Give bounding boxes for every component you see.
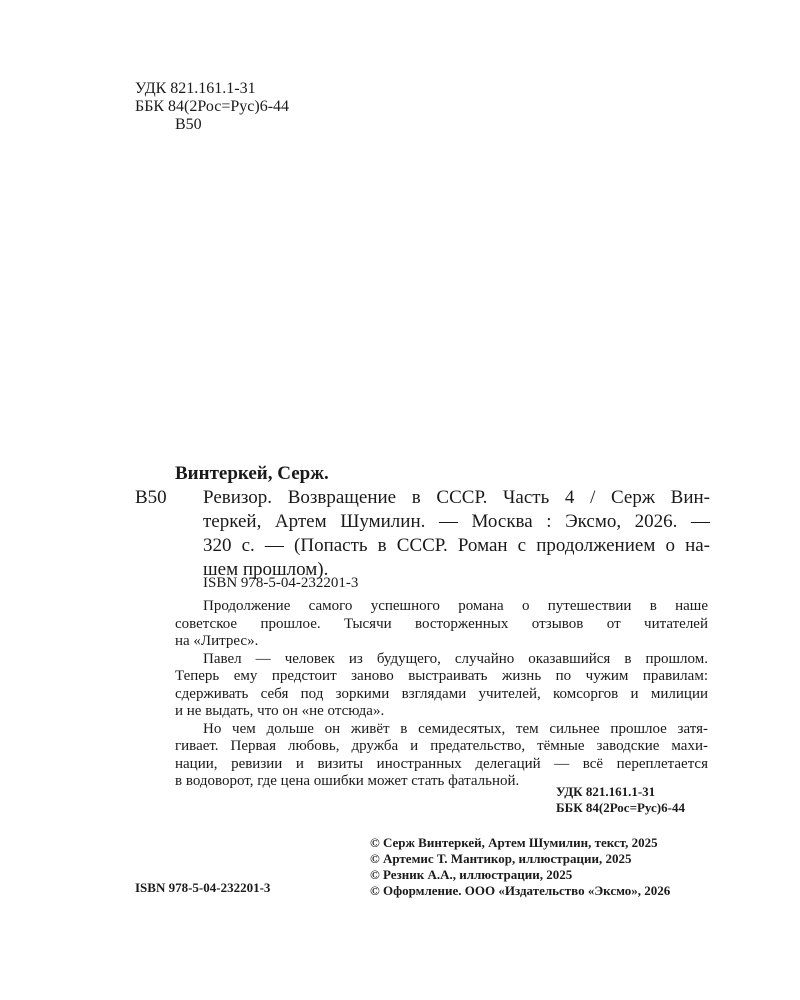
annotation-line: Теперь ему предстоит заново выстраивать жизнь по чужим правилам: xyxy=(175,668,708,684)
isbn-main: ISBN 978-5-04-232201-3 xyxy=(203,575,359,591)
bibliographic-entry xyxy=(135,486,710,582)
udk-code: УДК 821.161.1-31 xyxy=(135,80,256,97)
copyright-line: © Резник А.А., иллюстрации, 2025 xyxy=(370,867,573,882)
annotation-line: на «Литрес». xyxy=(175,633,259,649)
description-line: теркей, Артем Шумилин. — Москва : Эксмо, 2026. — xyxy=(203,511,710,532)
annotation-line: Но чем дольше он живёт в семидесятых, тем сильнее прошлое затя- xyxy=(203,720,708,737)
bibliographic-description xyxy=(203,486,710,582)
copyright-line: © Оформление. ООО «Издательство «Эксмо», 2026 xyxy=(370,883,671,898)
description-line: Ревизор. Возвращение в СССР. Часть 4 / Серж Вин- xyxy=(203,487,710,508)
annotation-line: советское прошлое. Тысячи восторженных отзывов от читателей xyxy=(175,615,708,632)
annotation-line: Павел — человек из будущего, случайно оказавшийся в прошлом. xyxy=(203,650,708,667)
description-line: 320 с. — (Попасть в СССР. Роман с продолжением о на- xyxy=(203,535,710,556)
annotation xyxy=(175,598,708,791)
annotation-line: в водоворот, где цена ошибки может стать фатальной. xyxy=(175,773,520,789)
udk-code-bottom: УДК 821.161.1-31 xyxy=(556,784,656,799)
annotation-line: Продолжение самого успешного романа о путешествии в наше xyxy=(203,598,708,614)
annotation-line: сдерживать себя под зоркими взглядами учителей, комсоргов и милиции xyxy=(175,685,708,702)
classification-bottom xyxy=(556,784,685,816)
classification-top xyxy=(135,80,289,134)
entry-author-mark: В50 xyxy=(135,487,167,508)
annotation-line: и не выдать, что он «не отсюда». xyxy=(175,703,385,719)
bbk-code-bottom: ББК 84(2Рос=Рус)6-44 xyxy=(556,800,685,815)
description-line: шем прошлом). xyxy=(203,559,329,580)
annotation-line: нации, ревизии и визиты иностранных делегаций — всё переплетается xyxy=(175,755,708,772)
copyright-line: © Серж Винтеркей, Артем Шумилин, текст, 2025 xyxy=(370,835,658,850)
copyright-line: © Артемис Т. Мантикор, иллюстрации, 2025 xyxy=(370,851,632,866)
annotation-line: гивает. Первая любовь, дружба и предательство, тёмные заводские махи- xyxy=(175,738,708,754)
bbk-code: ББК 84(2Рос=Рус)6-44 xyxy=(135,98,290,115)
bibliographic-record xyxy=(135,462,710,582)
author-mark: В50 xyxy=(175,116,202,133)
isbn-bottom: ISBN 978-5-04-232201-3 xyxy=(135,880,271,895)
author-heading: Винтеркей, Серж. xyxy=(175,463,329,484)
copyright-block xyxy=(370,835,670,899)
